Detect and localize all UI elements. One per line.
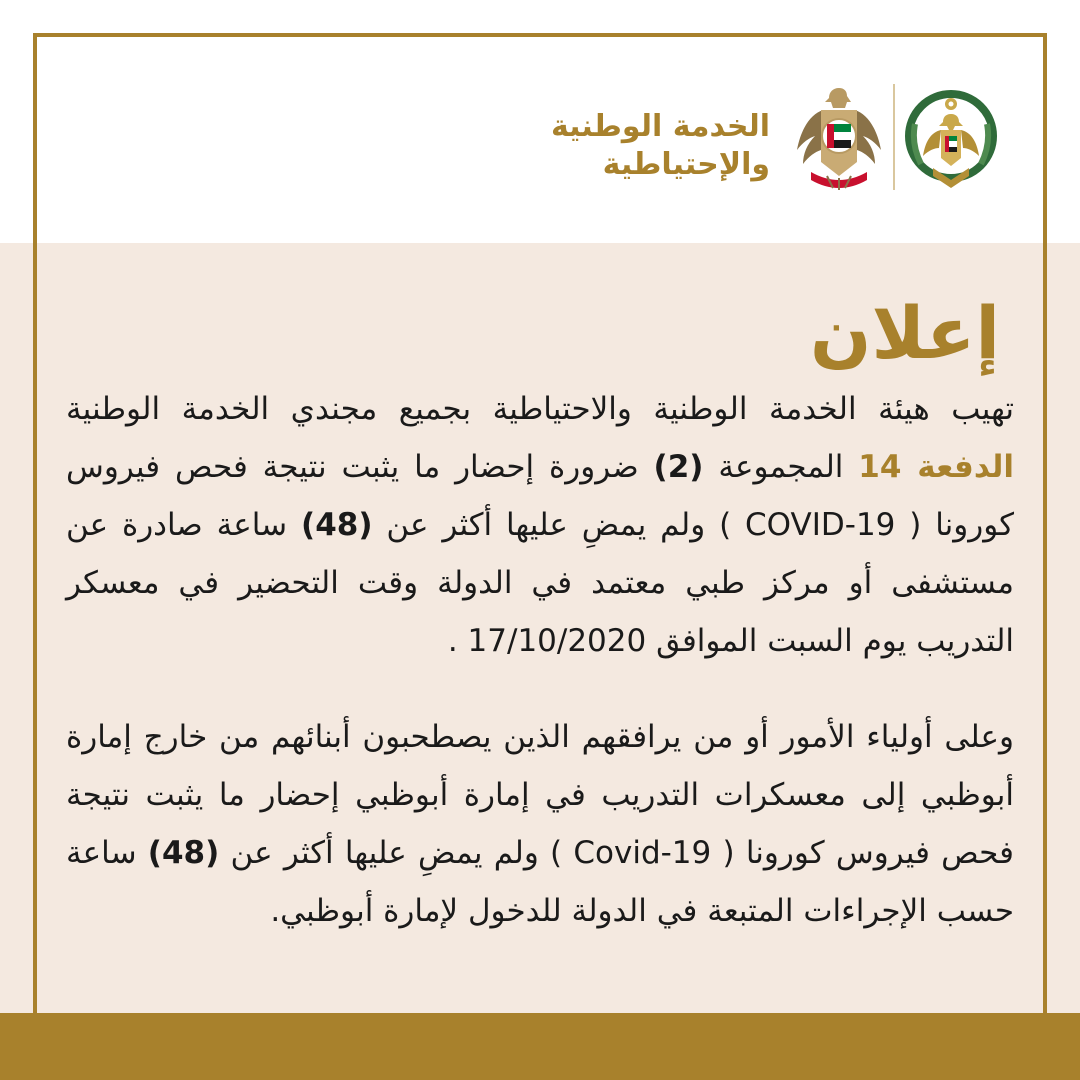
logo-divider (893, 84, 895, 190)
uae-emblem-icon (793, 84, 885, 194)
org-name-line1: الخدمة الوطنية (550, 109, 770, 144)
p1-text-c: ضرورة إحضار ما يثبت نتيجة فحص فيروس كورونا ( COVID-19 ) ولم يمضِ عليها أكثر عن (66, 449, 1015, 543)
bottom-gold-bar (0, 1013, 1080, 1080)
org-name-line2: والإحتياطية (602, 147, 770, 182)
p2-text-b: ساعة حسب الإجراءات المتبعة في الدولة للدخول لإمارة أبوظبي. (66, 835, 1014, 929)
p1-text-a: تهيب هيئة الخدمة الوطنية والاحتياطية بجميع مجندي الخدمة الوطنية (66, 391, 1014, 427)
announcement-paragraph-1 (66, 380, 1014, 670)
org-name (551, 108, 770, 184)
hours-limit-2: (48) (147, 835, 220, 871)
hours-limit-1: (48) (301, 507, 373, 543)
announcement-paragraph-2 (66, 708, 1014, 940)
national-service-emblem-icon (903, 84, 999, 196)
p1-text-b: المجموعة (703, 449, 859, 485)
group-number: (2) (653, 449, 704, 485)
batch-label: الدفعة 14 (858, 449, 1014, 485)
p2-text-a: وعلى أولياء الأمور أو من يرافقهم الذين يصطحبون أبنائهم من خارج إمارة أبوظبي إلى معسكرات التدريب في إمارة أبوظبي إحضار ما يثبت نتيجة فحص فيروس كورونا ( Covid-19 ) ولم يمضِ عليها أكثر عن (66, 719, 1014, 871)
announcement-title: إعلان (810, 291, 1000, 375)
p1-text-d: ساعة صادرة عن مستشفى أو مركز طبي معتمد في الدولة وقت التحضير في معسكر التدريب يوم السبت الموافق 17/10/2020 . (66, 507, 1014, 659)
